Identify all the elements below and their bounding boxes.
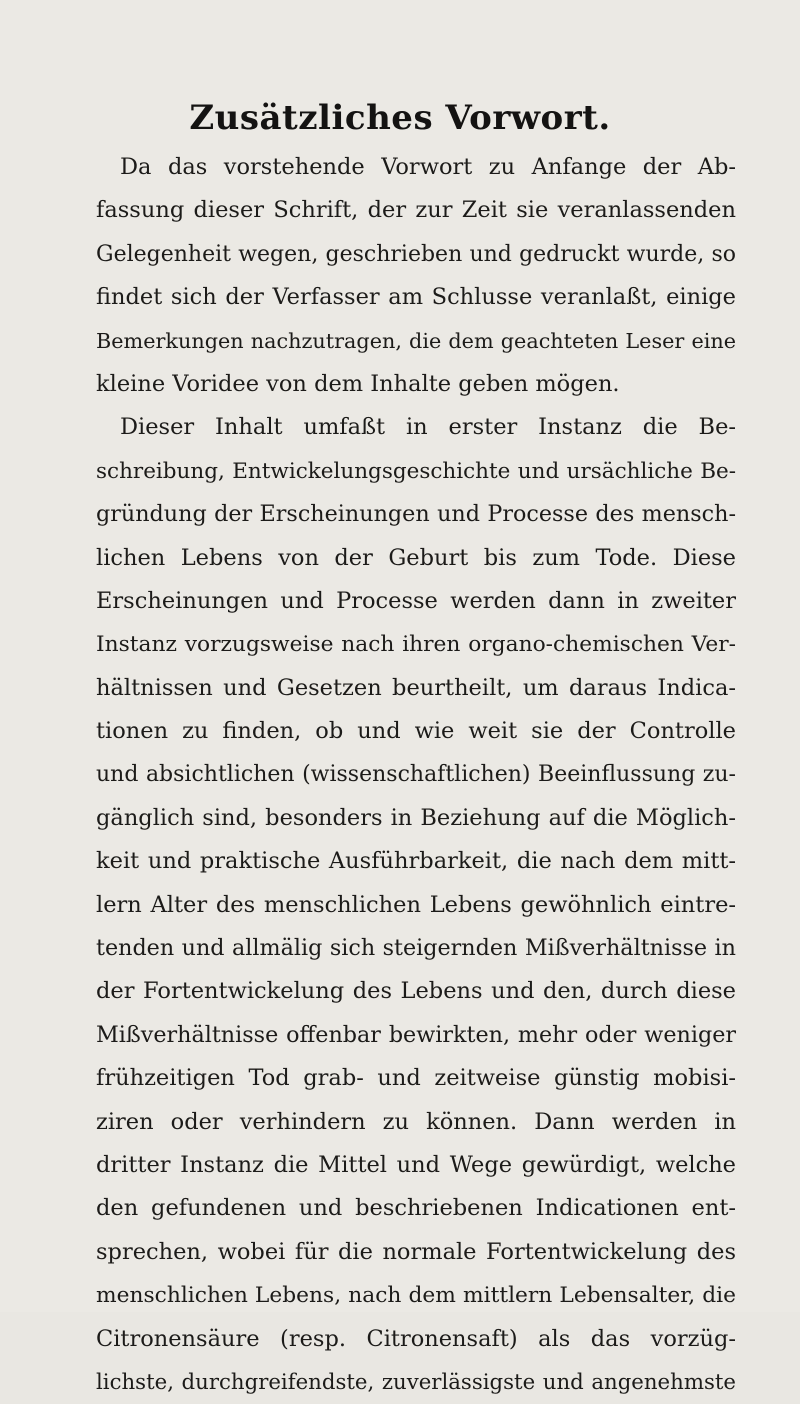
text-line: hältnissen und Gesetzen beurtheilt, um daraus Indica- bbox=[96, 674, 736, 701]
page-title: Zusätzliches Vorwort. bbox=[189, 98, 611, 138]
text-line: lichste, durchgreifendste, zuverlässigste und angenehmste bbox=[96, 1369, 736, 1395]
text-line: Da das vorstehende Vorwort zu Anfange der Ab- bbox=[120, 154, 736, 180]
text-line: gründung der Erscheinungen und Processe des mensch- bbox=[96, 501, 736, 528]
text-line: tenden und allmälig sich steigernden Mißverhältnisse in bbox=[96, 935, 736, 962]
text-line: menschlichen Lebens, nach dem mittlern Lebensalter, die bbox=[96, 1283, 736, 1309]
text-line: tionen zu finden, ob und wie weit sie der Controlle bbox=[96, 718, 736, 745]
text-line: Gelegenheit wegen, geschrieben und gedruckt wurde, so bbox=[96, 241, 736, 267]
text-line: und absichtlichen (wissenschaftlichen) Beeinflussung zu- bbox=[96, 762, 736, 788]
text-line: Instanz vorzugsweise nach ihren organo-chemischen Ver- bbox=[96, 632, 736, 658]
text-line: lichen Lebens von der Geburt bis zum Tode. Diese bbox=[96, 544, 736, 571]
text-line: sprechen, wobei für die normale Fortentwickelung des bbox=[96, 1238, 736, 1265]
text-line: fassung dieser Schrift, der zur Zeit sie veranlassenden bbox=[96, 197, 736, 224]
body-text bbox=[96, 146, 736, 1404]
text-line: Bemerkungen nachzutragen, die dem geachteten Leser eine bbox=[96, 328, 736, 353]
text-line: Dieser Inhalt umfaßt in erster Instanz die Be- bbox=[120, 414, 736, 441]
text-line: den gefundenen und beschriebenen Indicationen ent- bbox=[96, 1195, 736, 1222]
text-line: gänglich sind, besonders in Beziehung auf die Möglich- bbox=[96, 804, 736, 831]
text-line: ziren oder verhindern zu können. Dann werden in bbox=[96, 1108, 736, 1135]
text-line: schreibung, Entwickelungsgeschichte und ursächliche Be- bbox=[96, 458, 736, 484]
text-line: Citronensäure (resp. Citronensaft) als das vorzüg- bbox=[96, 1325, 736, 1352]
text-line: lern Alter des menschlichen Lebens gewöhnlich eintre- bbox=[96, 891, 736, 918]
text-line: Mißverhältnisse offenbar bewirkten, mehr oder weniger bbox=[96, 1021, 736, 1048]
text-line: dritter Instanz die Mittel und Wege gewürdigt, welche bbox=[96, 1151, 736, 1178]
text-line: Erscheinungen und Processe werden dann in zweiter bbox=[96, 587, 736, 614]
text-line: keit und praktische Ausführbarkeit, die nach dem mitt- bbox=[96, 848, 736, 875]
text-line: frühzeitigen Tod grab- und zeitweise günstig mobisi- bbox=[96, 1065, 736, 1092]
text-line: der Fortentwickelung des Lebens und den, durch diese bbox=[96, 978, 736, 1005]
text-line: findet sich der Verfasser am Schlusse veranlaßt, einige bbox=[96, 284, 736, 311]
text-line: kleine Voridee von dem Inhalte geben mögen. bbox=[96, 370, 620, 397]
